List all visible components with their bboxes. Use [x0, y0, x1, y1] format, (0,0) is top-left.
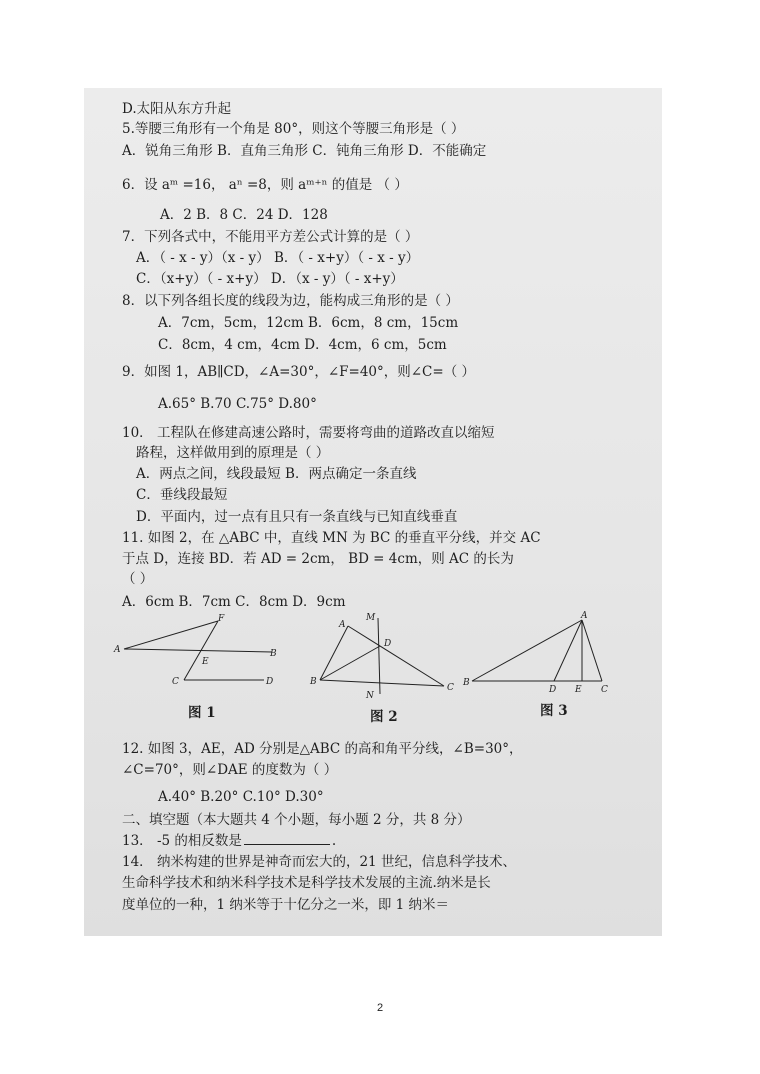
- point-d-label: D: [266, 677, 274, 687]
- question-8-options-cd: C．8cm，4 cm，4cm D．4cm，6 cm，5cm: [158, 337, 447, 353]
- side-ab: [472, 620, 582, 681]
- point-a-label: A: [114, 645, 121, 655]
- question-12-cont: ∠C=70°，则∠DAE 的度数为（ ）: [122, 762, 338, 778]
- question-13-end: .: [331, 833, 337, 849]
- figure-3-label: 图 3: [540, 703, 568, 719]
- question-10-cont: 路程，这样做用到的原理是（ ）: [136, 445, 330, 461]
- question-5-options: A．锐角三角形 B．直角三角形 C．钝角三角形 D．不能确定: [122, 143, 487, 159]
- point-b-label: B: [463, 678, 470, 688]
- question-14-cont-2: 度单位的一种，1 纳米等于十亿分之一米，即 1 纳米＝: [122, 897, 450, 913]
- point-e-label: E: [202, 657, 209, 667]
- point-b-label: B: [310, 677, 317, 687]
- point-c-label: C: [601, 685, 608, 695]
- question-13-text: 13． -5 的相反数是: [122, 833, 242, 849]
- side-ac: [582, 620, 602, 681]
- figure-3-diagram: [460, 608, 620, 696]
- line-ab: [124, 649, 272, 652]
- figure-1-label: 图 1: [188, 705, 216, 721]
- point-n-label: N: [366, 691, 374, 700]
- section-2-heading: 二、填空题（本大题共 4 个小题，每小题 2 分，共 8 分）: [122, 812, 471, 828]
- question-10: 10． 工程队在修建高速公路时，需要将弯曲的道路改直以缩短: [122, 425, 495, 441]
- question-14: 14． 纳米构建的世界是神奇而宏大的，21 世纪，信息科学技术、: [122, 854, 516, 870]
- question-6-options: A．2 B．8 C．24 D．128: [160, 207, 328, 223]
- question-12-options: A.40° B.20° C.10° D.30°: [158, 789, 324, 805]
- bisector-ad: [554, 620, 582, 681]
- question-13: [122, 832, 336, 850]
- figure-2-label: 图 2: [370, 709, 398, 725]
- figure-2-diagram: [304, 610, 464, 700]
- question-7-options-ab: A．（ - x - y）（x - y） B．（ - x+y）（ - x - y）: [136, 250, 420, 266]
- point-b-label: B: [270, 649, 277, 659]
- answer-blank: [244, 832, 330, 845]
- question-7-options-cd: C．（x+y）（ - x+y） D．（x - y）（ - x+y）: [136, 271, 404, 287]
- question-7: 7．下列各式中，不能用平方差公式计算的是（ ）: [122, 229, 419, 245]
- point-m-label: M: [366, 613, 376, 623]
- question-9: 9．如图 1，AB∥CD，∠A=30°，∠F=40°，则∠C=（ ）: [122, 364, 475, 380]
- question-11-options: A．6cm B．7cm C．8cm D．9cm: [122, 594, 346, 610]
- question-10-option-c: C．垂线段最短: [136, 487, 228, 503]
- question-14-cont-1: 生命科学技术和纳米科学技术是科学技术发展的主流.纳米是长: [122, 875, 491, 891]
- point-d-label: D: [549, 685, 557, 695]
- page-number: 2: [376, 1002, 384, 1014]
- point-e-label: E: [575, 685, 582, 695]
- question-12: 12. 如图 3，AE，AD 分别是△ABC 的高和角平分线，∠B=30°，: [122, 741, 523, 757]
- point-d-label: D: [384, 639, 392, 649]
- question-11-cont: 于点 D，连接 BD．若 AD = 2cm， BD = 4cm，则 AC 的长为: [122, 551, 514, 567]
- point-a-label: A: [339, 620, 346, 630]
- point-a-label: A: [581, 611, 588, 621]
- figure-1-diagram: [110, 612, 290, 690]
- question-9-options: A.65° B.70 C.75° D.80°: [158, 396, 317, 412]
- option-d-q4: D.太阳从东方升起: [122, 101, 232, 117]
- question-8-options-ab: A．7cm，5cm，12cm B．6cm，8 cm，15cm: [158, 315, 459, 331]
- question-10-options-ab: A．两点之间，线段最短 B．两点确定一条直线: [136, 466, 417, 482]
- point-c-label: C: [447, 683, 454, 693]
- point-f-label: F: [218, 614, 225, 624]
- question-6: 6．设 aᵐ =16， aⁿ =8，则 aᵐ⁺ⁿ 的值是 （ ）: [122, 177, 408, 193]
- side-bc: [320, 680, 444, 686]
- question-8: 8．以下列各组长度的线段为边，能构成三角形的是（ ）: [122, 293, 459, 309]
- point-c-label: C: [172, 677, 179, 687]
- question-10-option-d: D．平面内，过一点有且只有一条直线与已知直线垂直: [136, 509, 458, 525]
- question-5: 5.等腰三角形有一个角是 80°，则这个等腰三角形是（ ）: [122, 121, 465, 137]
- question-11: 11. 如图 2，在 △ABC 中，直线 MN 为 BC 的垂直平分线，并交 AC: [122, 530, 541, 546]
- question-11-bracket: （ ）: [122, 571, 154, 587]
